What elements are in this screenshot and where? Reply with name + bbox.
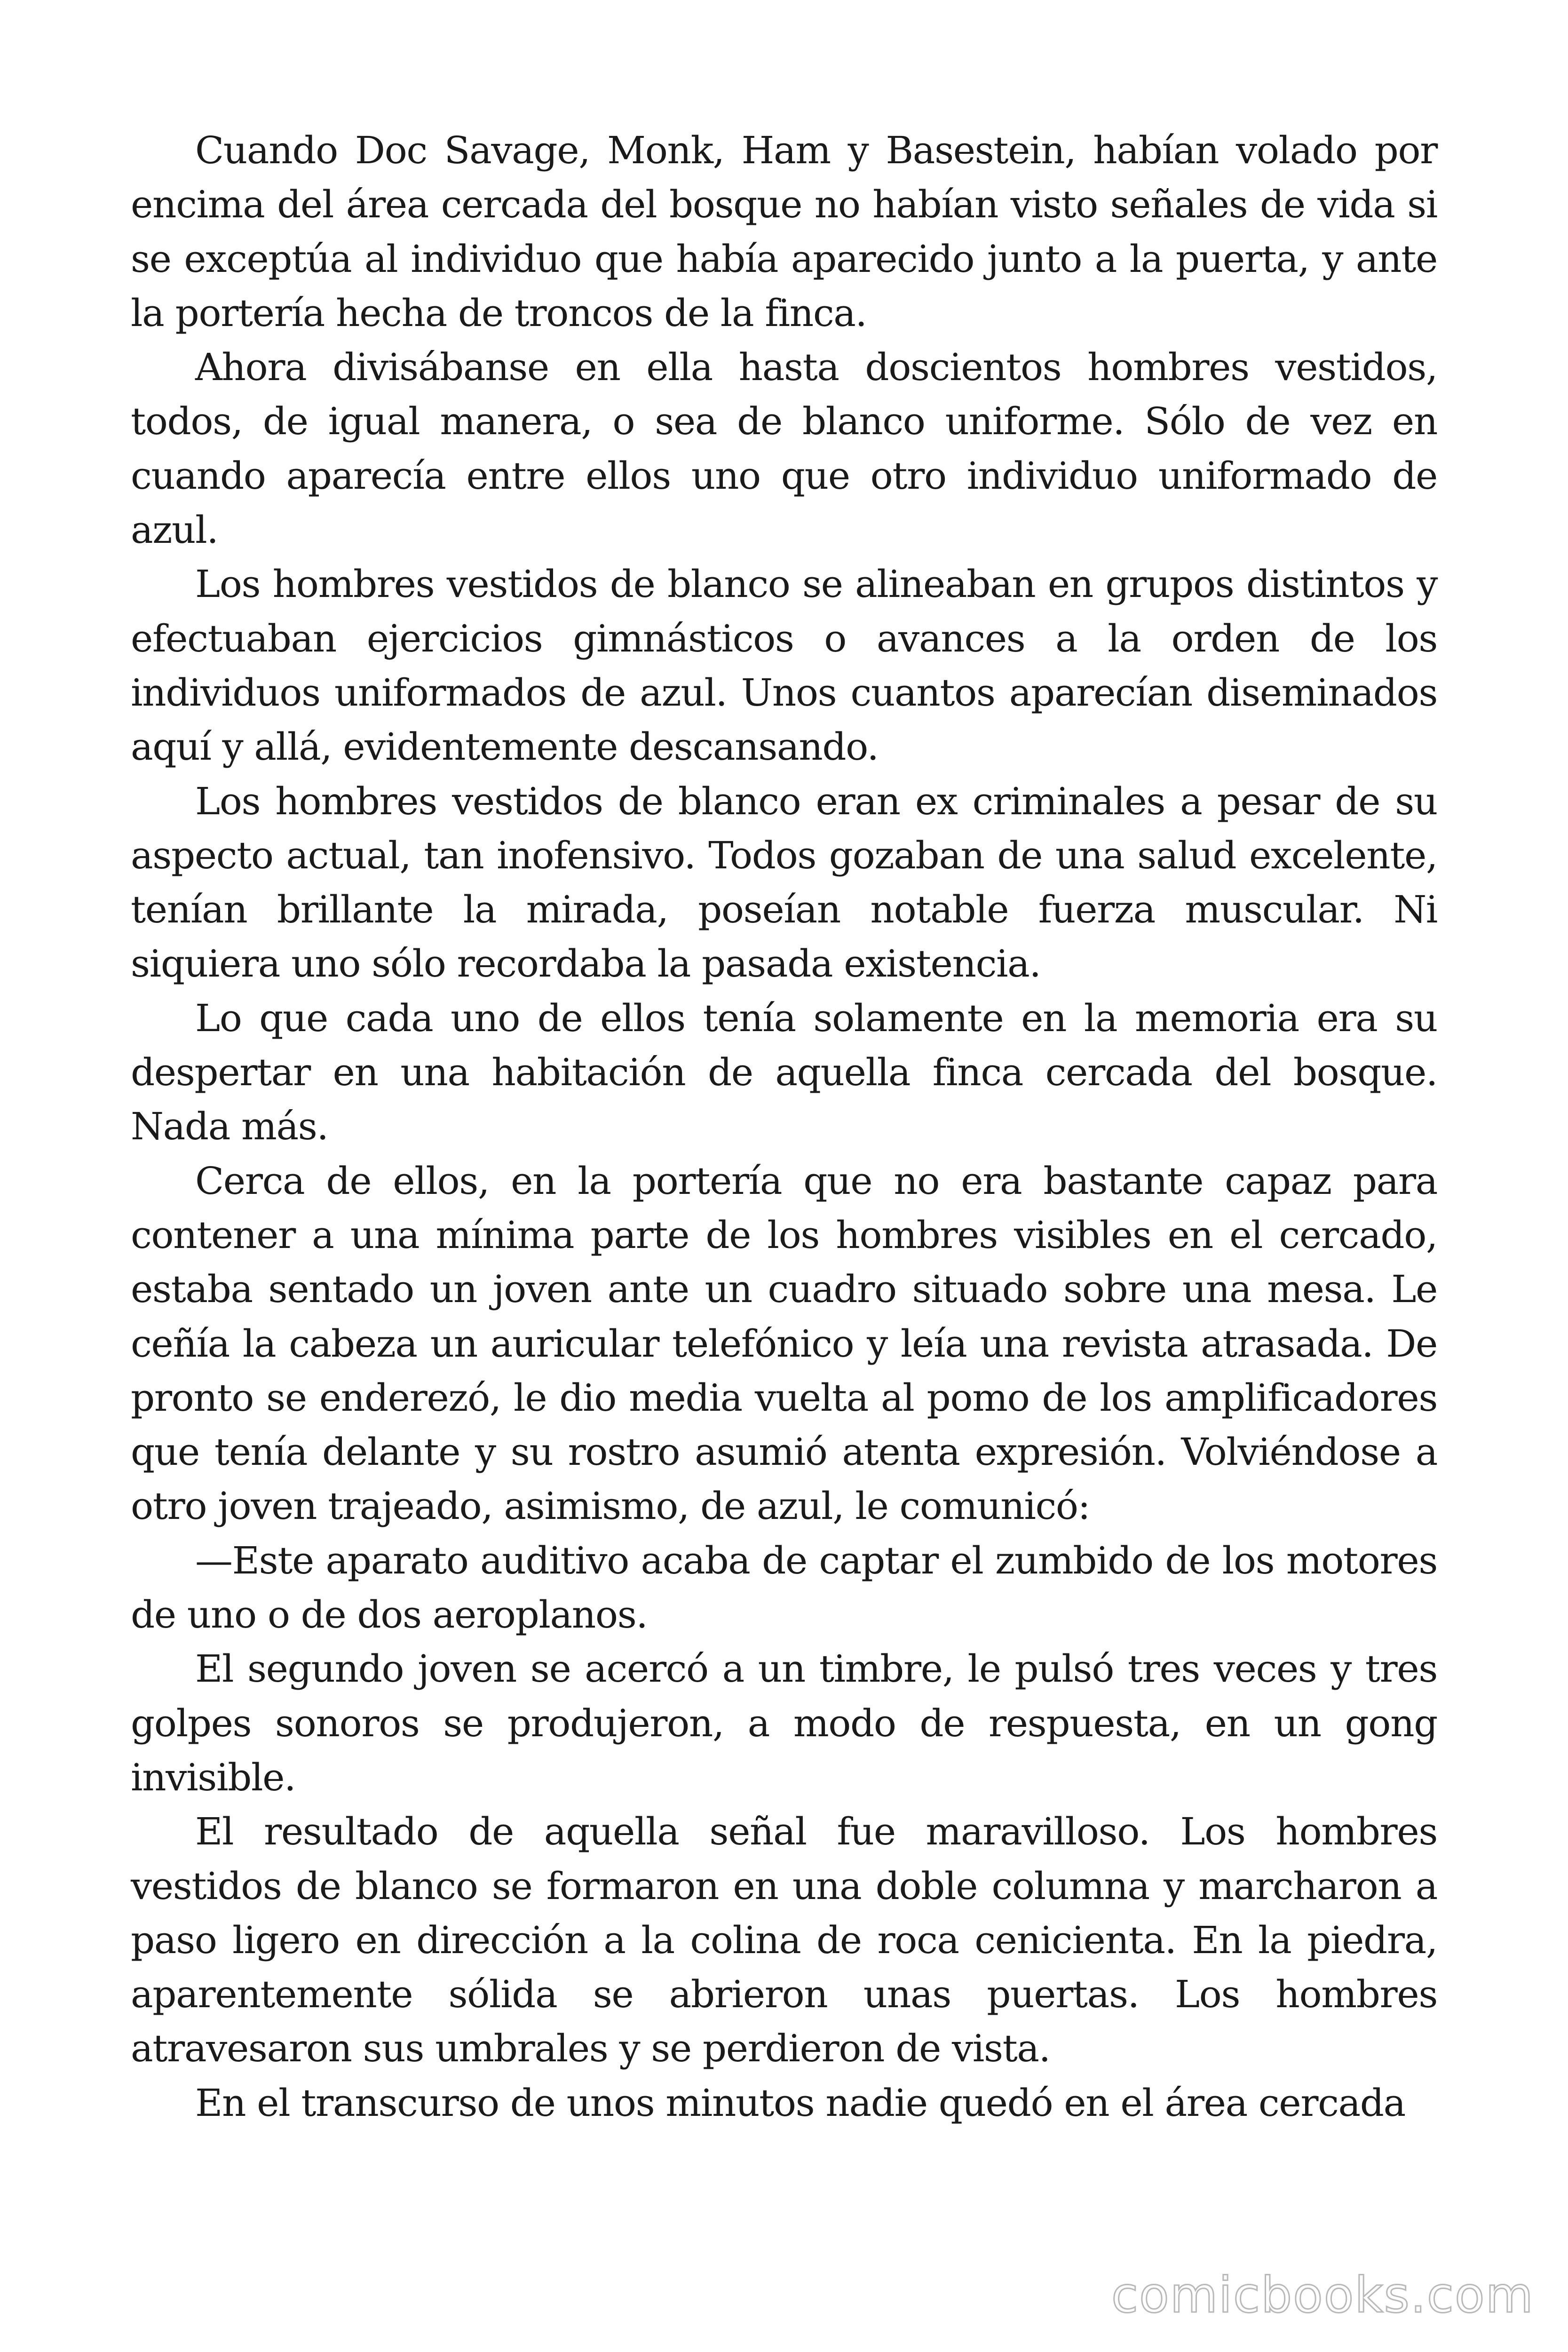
paragraph-8: El segundo joven se acercó a un timbre, le pulsó tres veces y tres golpes sonoros se produjeron, a modo de respuesta, en un gong invisible.	[131, 1647, 1437, 1799]
paragraph-1: Cuando Doc Savage, Monk, Ham y Basestein, habían volado por encima del área cercada del bosque no habían visto señales de vida si se exceptúa al individuo que había aparecido junto a la puerta, y ante la portería hecha de troncos de la finca.	[131, 128, 1437, 335]
paragraph-2: Ahora divisábanse en ella hasta doscientos hombres vestidos, todos, de igual manera, o sea de blanco uniforme. Sólo de vez en cuando aparecía entre ellos uno que otro individuo uniformado de azul.	[131, 345, 1437, 552]
paragraph-5: Lo que cada uno de ellos tenía solamente en la memoria era su despertar en una habitación de aquella finca cercada del bosque. Nada más.	[131, 996, 1437, 1149]
watermark: comicbooks.com	[1111, 2266, 1534, 2324]
paragraph-4: Los hombres vestidos de blanco eran ex criminales a pesar de su aspecto actual, tan inofensivo. Todos gozaban de una salud excelente, tenían brillante la mirada, poseían notable fuerza muscular. Ni siquiera uno sólo recordaba la pasada existencia.	[131, 779, 1437, 986]
paragraph-9: El resultado de aquella señal fue maravilloso. Los hombres vestidos de blanco se formaron en una doble columna y marcharon a paso ligero en dirección a la colina de roca cenicienta. En la piedra, aparentemente sólida se abrieron unas puertas. Los hombres atravesaron sus umbrales y se perdieron de vista.	[131, 1810, 1437, 2071]
paragraph-7: —Este aparato auditivo acaba de captar el zumbido de los motores de uno o de dos aeroplanos.	[131, 1538, 1437, 1637]
paragraph-6: Cerca de ellos, en la portería que no era bastante capaz para contener a una mínima parte de los hombres visibles en el cercado, estaba sentado un joven ante un cuadro situado sobre una mesa. Le ceñía la cabeza un auricular telefónico y leía una revista atrasada. De pronto se enderezó, le dio media vuelta al pomo de los amplificadores que tenía delante y su rostro asumió atenta expresión. Volviéndose a otro joven trajeado, asimismo, de azul, le comunicó:	[131, 1159, 1437, 1528]
paragraph-3: Los hombres vestidos de blanco se alineaban en grupos distintos y efectuaban ejercicios gimnásticos o avances a la orden de los individuos uniformados de azul. Unos cuantos aparecían diseminados aquí y allá, evidentemente descansando.	[131, 562, 1437, 769]
page-body	[131, 123, 1437, 2130]
paragraph-10: En el transcurso de unos minutos nadie quedó en el área cercada	[195, 2081, 1405, 2125]
